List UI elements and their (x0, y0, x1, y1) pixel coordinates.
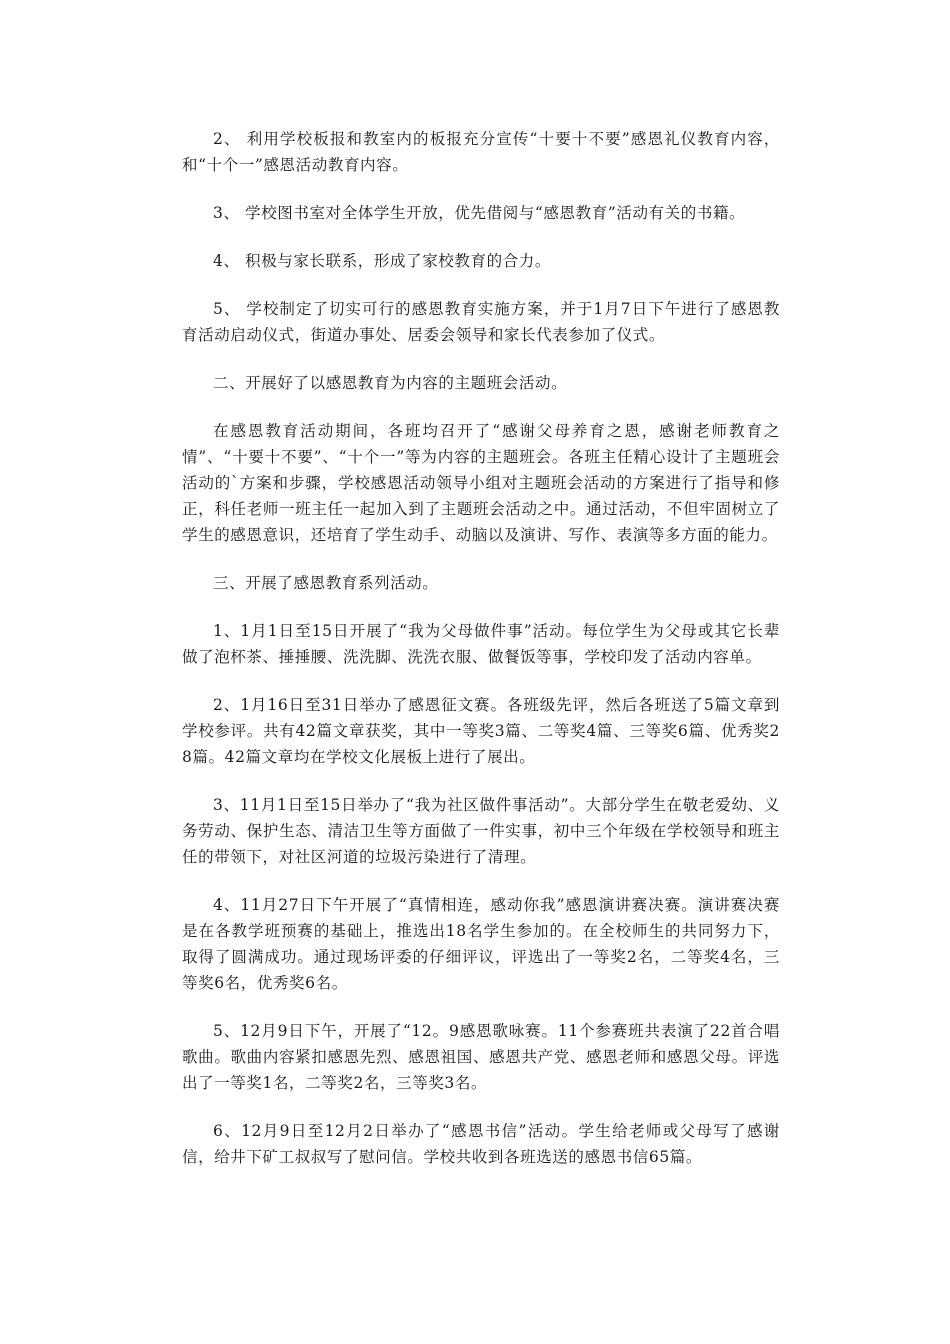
activity-item-1: 1、1月1日至15日开展了“我为父母做件事”活动。每位学生为父母或其它长辈做了泡杯茶、捶捶腰、洗洗脚、洗洗衣服、做餐饭等事，学校印发了活动内容单。 (182, 622, 780, 666)
activity-item-6: 6、12月9日至12月2日举办了“感恩书信”活动。学生给老师或父母写了感谢信，给井下矿工叔叔写了慰问信。学校共收到各班选送的感恩书信65篇。 (182, 1122, 780, 1166)
activity-item-4: 4、11月27日下午开展了“真情相连，感动你我”感恩演讲赛决赛。演讲赛决赛是在各教学班预赛的基础上，推选出18名学生参加的。在全校师生的共同努力下，取得了圆满成功。通过现场评委的仔细评议，评选出了一等奖2名，二等奖4名，三等奖6名，优秀奖6名。 (182, 896, 780, 992)
activity-item-2: 2、1月16日至31日举办了感恩征文赛。各班级先评，然后各班送了5篇文章到学校参评。共有42篇文章获奖，其中一等奖3篇、二等奖4篇、三等奖6篇、优秀奖28篇。42篇文章均在学校文化展板上进行了展出。 (182, 696, 780, 766)
paragraph-item-4: 4、 积极与家长联系，形成了家校教育的合力。 (213, 252, 551, 270)
section-heading-3: 三、开展了感恩教育系列活动。 (213, 574, 439, 592)
paragraph-item-5: 5、 学校制定了切实可行的感恩教育实施方案，并于1月7日下午进行了感恩教育活动启动仪式，街道办事处、居委会领导和家长代表参加了仪式。 (182, 300, 780, 344)
activity-item-3: 3、11月1日至15日举办了“我为社区做件事活动”。大部分学生在敬老爱幼、义务劳动、保护生态、清洁卫生等方面做了一件实事，初中三个年级在学校领导和班主任的带领下，对社区河道的垃圾污染进行了清理。 (182, 796, 780, 866)
activity-item-5: 5、12月9日下午，开展了“12。9感恩歌咏赛。11个参赛班共表演了22首合唱歌曲。歌曲内容紧扣感恩先烈、感恩祖国、感恩共产党、感恩老师和感恩父母。评选出了一等奖1名，二等奖2名，三等奖3名。 (182, 1022, 780, 1092)
document-body (182, 126, 780, 1192)
paragraph-item-3: 3、 学校图书室对全体学生开放，优先借阅与“感恩教育”活动有关的书籍。 (213, 204, 746, 222)
section-heading-2: 二、开展好了以感恩教育为内容的主题班会活动。 (213, 374, 568, 392)
paragraph-class-meeting: 在感恩教育活动期间，各班均召开了“感谢父母养育之恩，感谢老师教育之情”、“十要十不要”、“十个一”等为内容的主题班会。各班主任精心设计了主题班会活动的`方案和步骤，学校感恩活动领导小组对主题班会活动的方案进行了指导和修正，科任老师一班主任一起加入到了主题班会活动之中。通过活动，不但牢固树立了学生的感恩意识，还培育了学生动手、动脑以及演讲、写作、表演等多方面的能力。 (182, 422, 780, 544)
paragraph-item-2: 2、 利用学校板报和教室内的板报充分宣传“十要十不要”感恩礼仪教育内容，和“十个一”感恩活动教育内容。 (182, 130, 780, 174)
